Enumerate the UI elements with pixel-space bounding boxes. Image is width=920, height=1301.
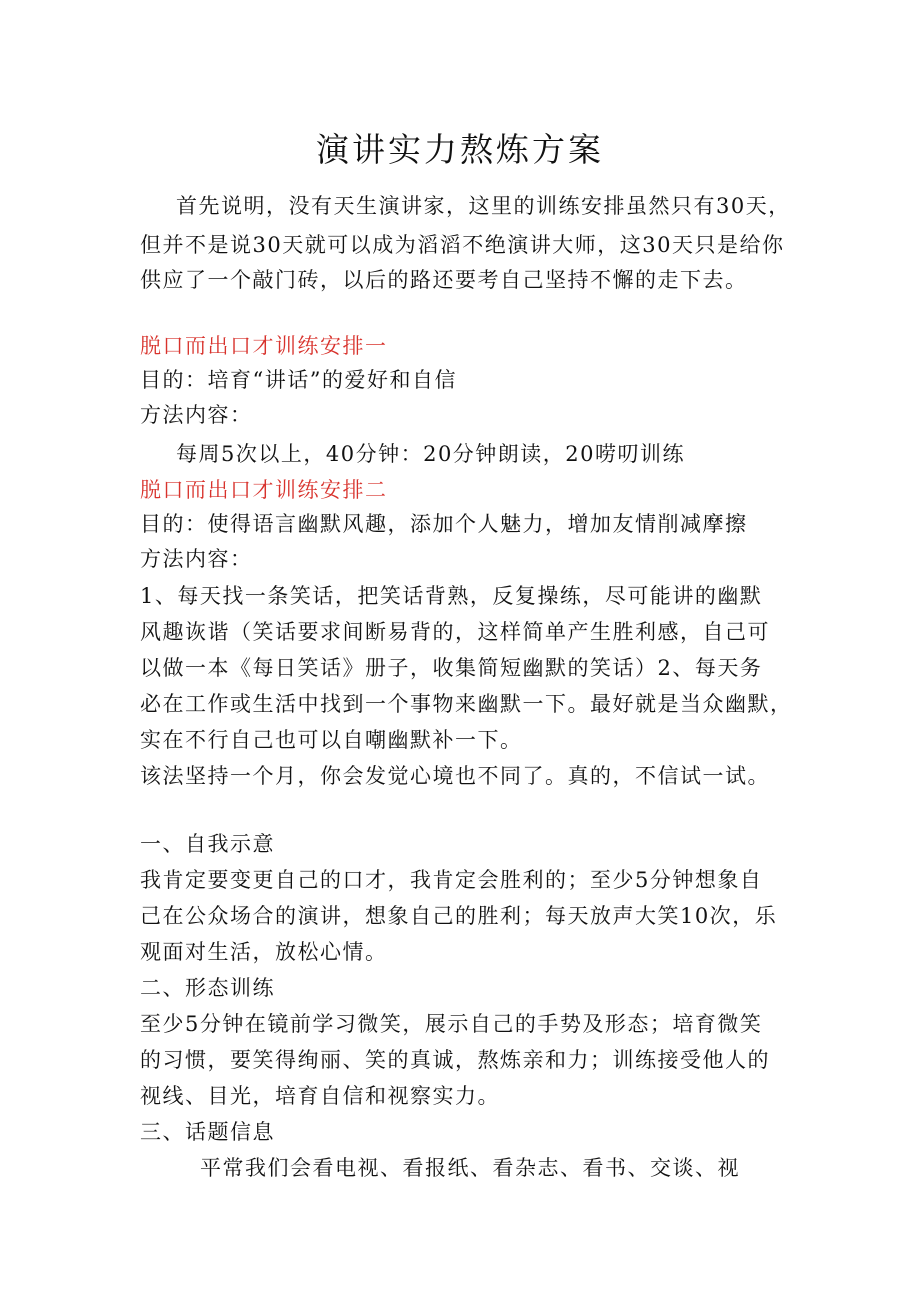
section1-heading: 一、自我示意 [140, 832, 275, 856]
intro-line-3: 供应了一个敲门砖，以后的路还要考自己坚持不懈的走下去。 [140, 268, 748, 292]
plan2-line-3: 以做一本《每日笑话》册子，收集简短幽默的笑话）2、每天务 [140, 656, 763, 680]
section1-line-2: 己在公众场合的演讲，想象自己的胜利；每天放声大笑10次，乐 [140, 904, 778, 928]
plan2-line-1: 1、每天找一条笑话，把笑话背熟，反复操练，尽可能讲的幽默 [140, 584, 763, 608]
plan2-line-4: 必在工作或生活中找到一个事物来幽默一下。最好就是当众幽默， [140, 692, 793, 716]
section3-heading: 三、话题信息 [140, 1120, 275, 1144]
section1-line-1: 我肯定要变更自己的口才，我肯定会胜利的；至少5分钟想象自 [140, 868, 763, 892]
section3-line-1: 平常我们会看电视、看报纸、看杂志、看书、交谈、视 [200, 1156, 740, 1180]
section2-line-3: 视线、目光，培育自信和视察实力。 [140, 1084, 500, 1108]
document-title: 演讲实力熬炼方案 [316, 130, 604, 169]
section2-heading: 二、形态训练 [140, 976, 275, 1000]
plan1-goal: 目的：培育“讲话”的爱好和自信 [140, 368, 457, 392]
plan2-line-6: 该法坚持一个月，你会发觉心境也不同了。真的，不信试一试。 [140, 764, 770, 788]
plan1-method: 每周5次以上，40分钟：20分钟朗读，20唠叨训练 [176, 442, 686, 466]
section2-line-2: 的习惯，要笑得绚丽、笑的真诚，熬炼亲和力；训练接受他人的 [140, 1048, 770, 1072]
section1-line-3: 观面对生活，放松心情。 [140, 940, 388, 964]
plan2-line-2: 风趣诙谐（笑话要求间断易背的，这样简单产生胜利感，自己可 [140, 620, 770, 644]
plan2-line-5: 实在不行自己也可以自嘲幽默补一下。 [140, 728, 523, 752]
plan2-method-label: 方法内容： [140, 547, 253, 571]
intro-line-1: 首先说明，没有天生演讲家，这里的训练安排虽然只有30天， [176, 194, 791, 218]
plan2-goal: 目的：使得语言幽默风趣，添加个人魅力，增加友情削减摩擦 [140, 512, 748, 536]
plan1-heading: 脱口而出口才训练安排一 [140, 334, 388, 358]
intro-line-2: 但并不是说30天就可以成为滔滔不绝演讲大师，这30天只是给你 [140, 233, 785, 257]
plan2-heading: 脱口而出口才训练安排二 [140, 478, 388, 502]
section2-line-1: 至少5分钟在镜前学习微笑，展示自己的手势及形态；培育微笑 [140, 1012, 763, 1036]
plan1-method-label: 方法内容： [140, 403, 253, 427]
